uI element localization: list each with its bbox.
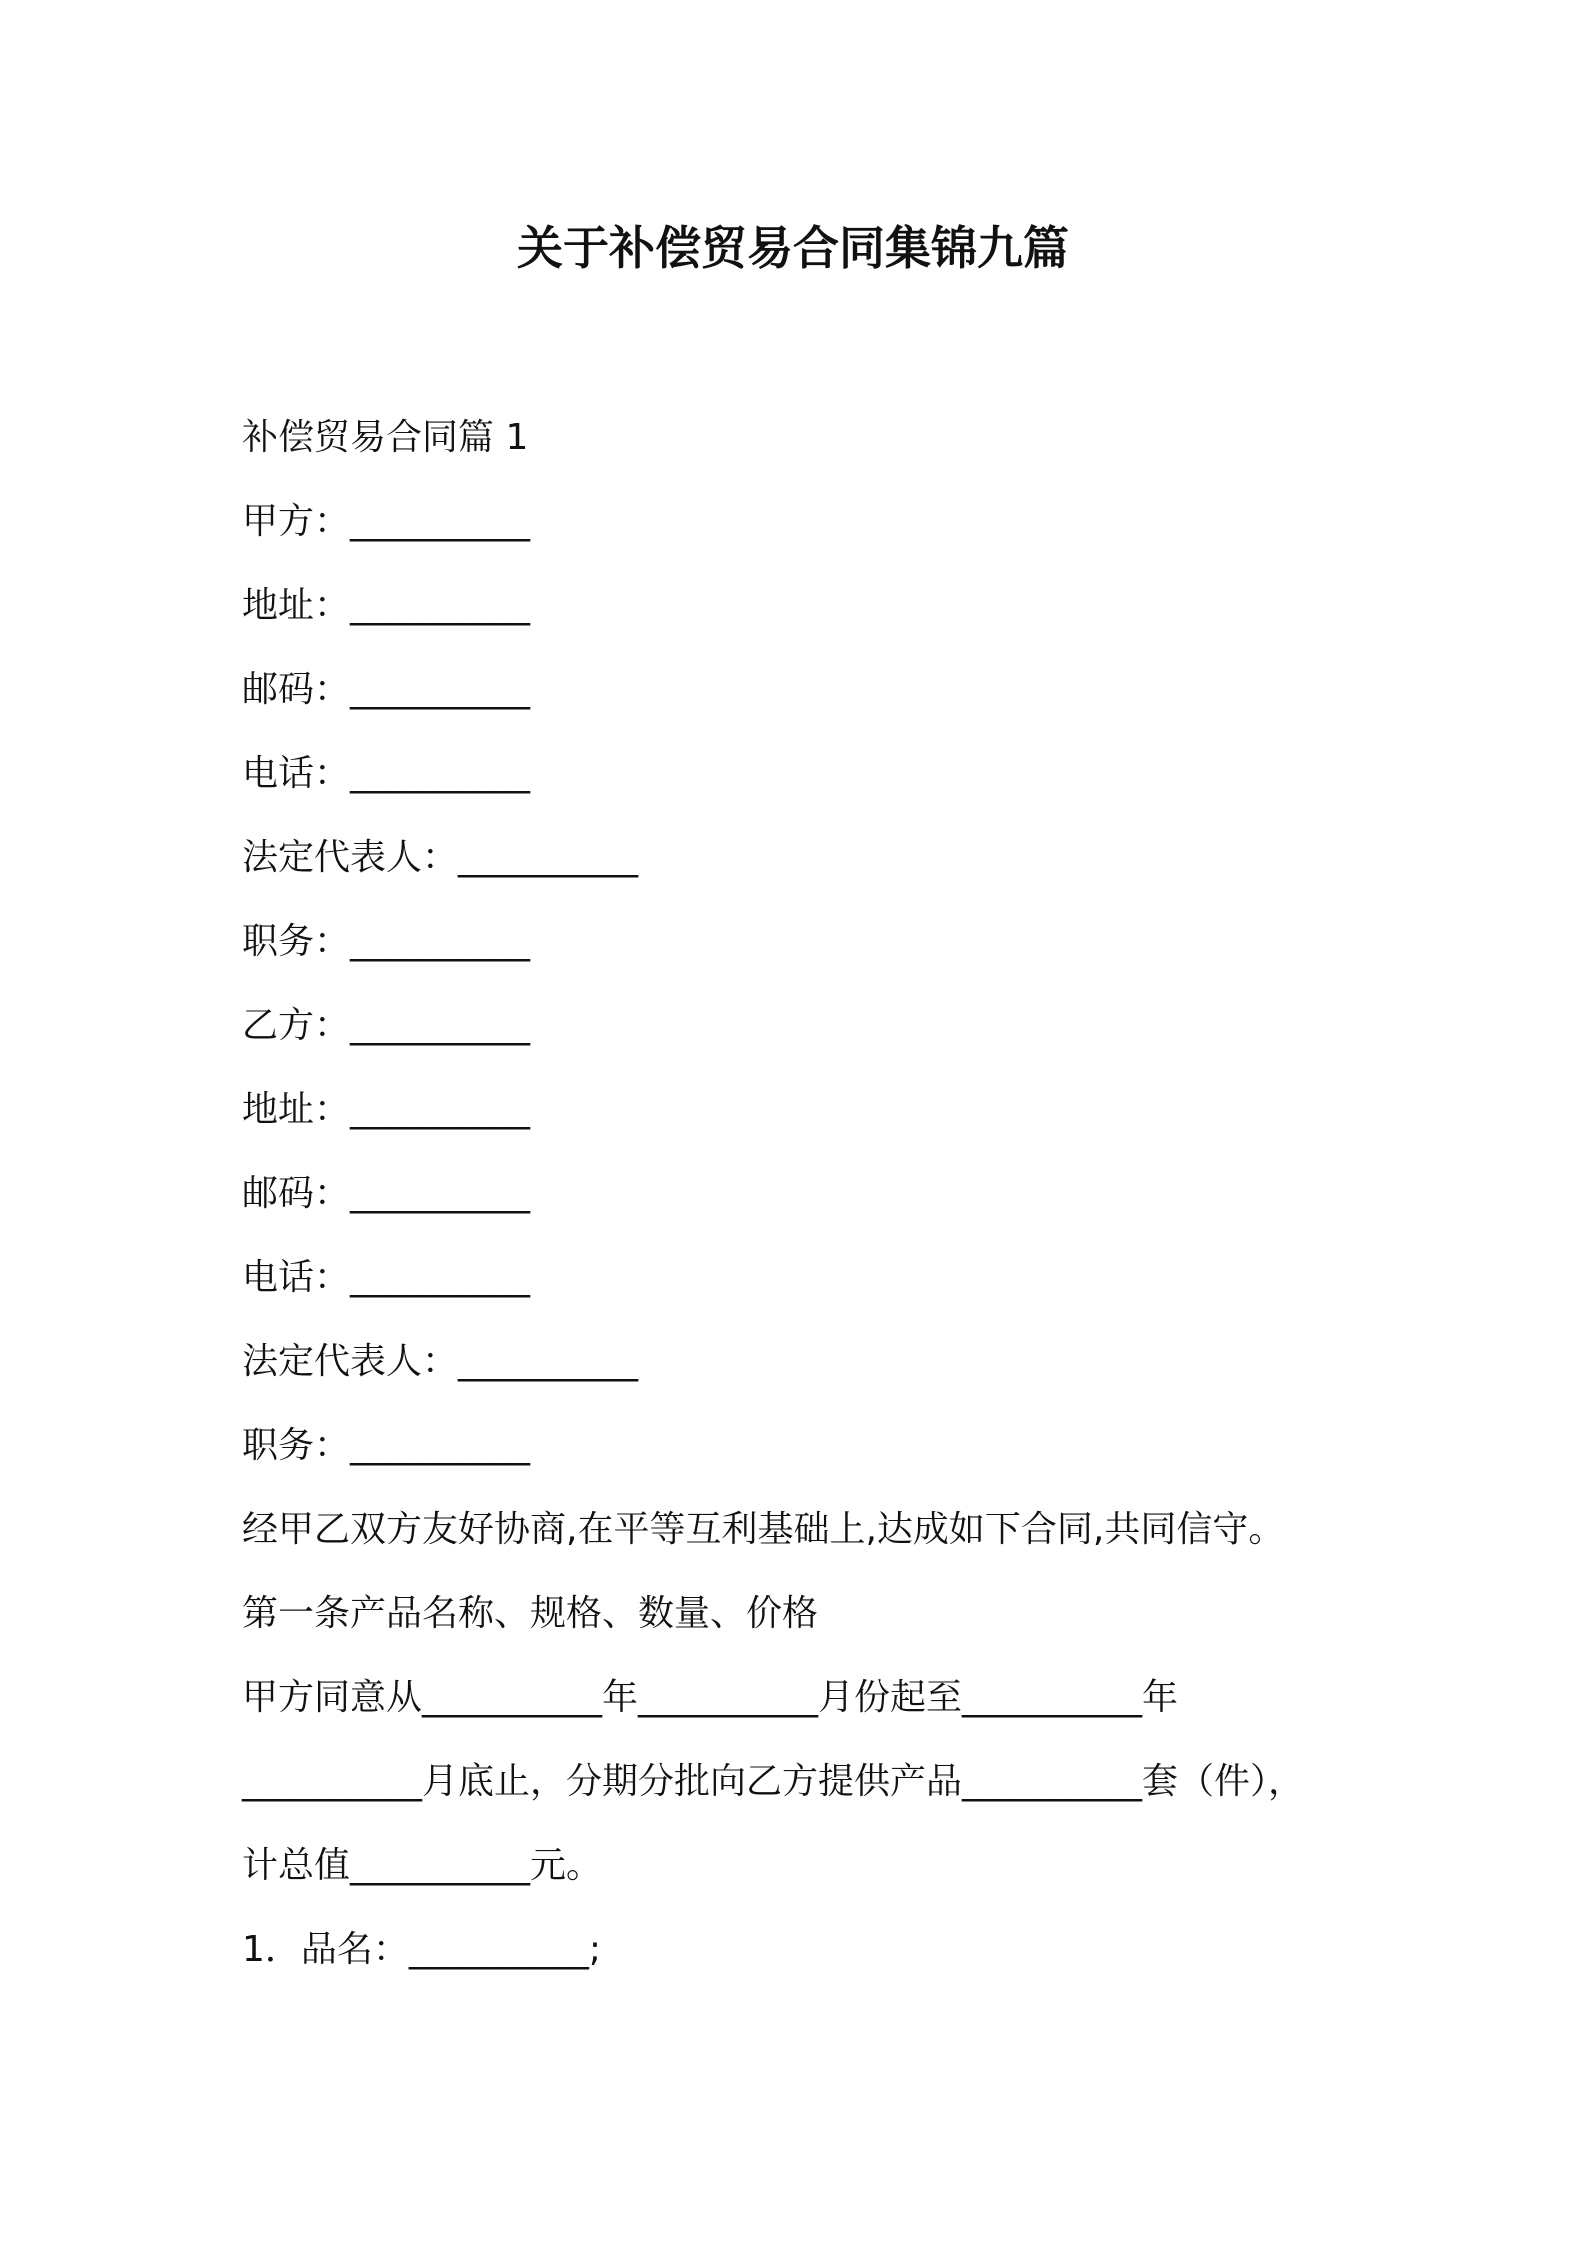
party-b-field: 乙方：__________ xyxy=(242,1005,531,1046)
party-a-field: 甲方：__________ xyxy=(242,501,531,542)
article-one-text-line-3: 计总值__________元。 xyxy=(242,1845,603,1886)
article-one-text-line-2: __________月底止，分期分批向乙方提供产品__________套（件）， xyxy=(242,1761,1305,1802)
party-b-legal-representative-field: 法定代表人：__________ xyxy=(242,1341,639,1382)
article-one-heading: 第一条产品名称、规格、数量、价格 xyxy=(242,1593,819,1634)
document-title: 关于补偿贸易合同集锦九篇 xyxy=(517,221,1069,275)
party-a-position-field: 职务：__________ xyxy=(242,921,531,962)
party-a-address-field: 地址：__________ xyxy=(242,585,531,626)
party-a-postcode-field: 邮码：__________ xyxy=(242,669,531,710)
section-heading: 补偿贸易合同篇 1 xyxy=(242,417,529,458)
party-b-phone-field: 电话：__________ xyxy=(242,1257,531,1298)
preamble-paragraph: 经甲乙双方友好协商,在平等互利基础上,达成如下合同,共同信守。 xyxy=(242,1509,1285,1550)
document-body xyxy=(242,396,1442,1992)
article-one-text-line-1: 甲方同意从__________年__________月份起至__________年 xyxy=(242,1677,1179,1718)
product-name-item: 1．品名：__________; xyxy=(242,1929,602,1970)
party-a-phone-field: 电话：__________ xyxy=(242,753,531,794)
party-b-postcode-field: 邮码：__________ xyxy=(242,1173,531,1214)
party-a-legal-representative-field: 法定代表人：__________ xyxy=(242,837,639,878)
party-b-address-field: 地址：__________ xyxy=(242,1089,531,1130)
party-b-position-field: 职务：__________ xyxy=(242,1425,531,1466)
